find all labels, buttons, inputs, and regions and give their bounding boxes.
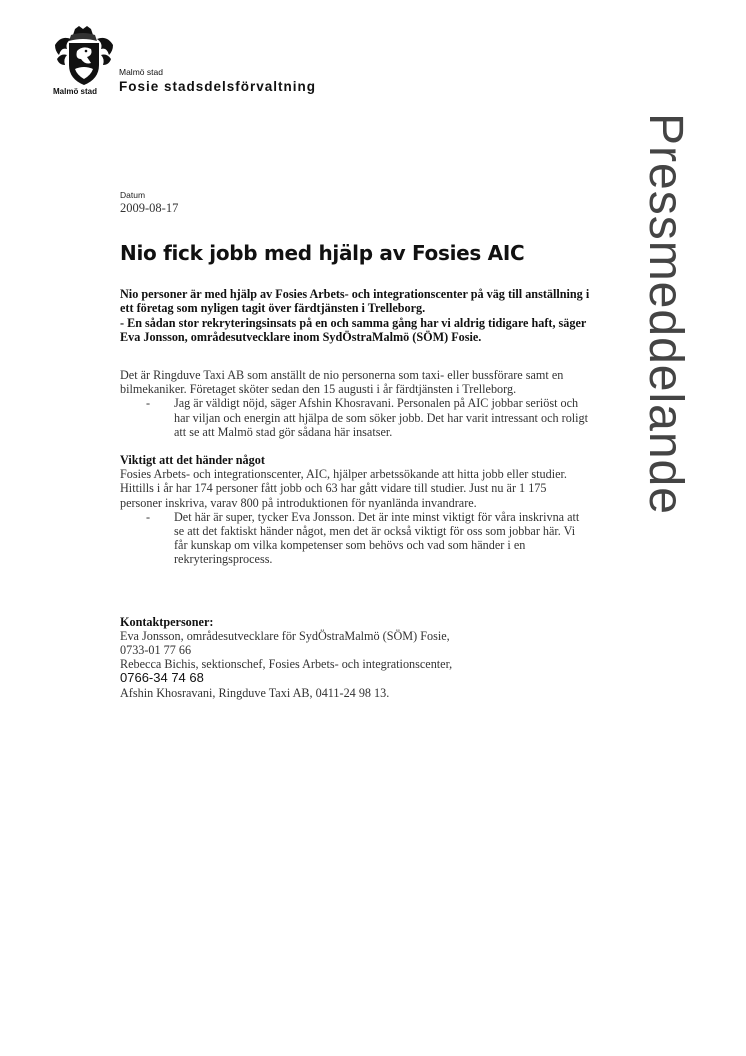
- coat-of-arms-icon: [53, 25, 115, 87]
- contact-phone: 0766-34 74 68: [120, 670, 204, 686]
- contacts-section: [120, 615, 590, 700]
- org-city: Malmö stad: [119, 67, 163, 77]
- org-name: Fosie stadsdelsförvaltning: [119, 79, 317, 94]
- malmo-stad-logo: [53, 25, 115, 100]
- lead-line: Nio personer är med hjälp av Fosies Arbets- och integrationscenter på väg till anställning i ett företag som nyligen tagit över färdtjänsten i Trelleborg.: [120, 287, 590, 316]
- contact-line: Afshin Khosravani, Ringduve Taxi AB, 0411-24 98 13.: [120, 685, 390, 700]
- quote-block: [120, 396, 590, 439]
- quote-block: [120, 510, 590, 567]
- logo-caption: Malmö stad: [53, 87, 98, 96]
- lead-paragraph: [120, 287, 590, 344]
- headline: Nio fick jobb med hjälp av Fosies AIC: [120, 241, 525, 266]
- body-paragraph: Fosies Arbets- och integrationscenter, AIC, hjälper arbetssökande att hitta jobb eller studier. Hittills i år har 174 personer fått jobb och 63 har gått vidare till studier. Just nu är 1 175 personer inskriva, varav 800 på introduktionen för nyanlända invandrare.: [120, 467, 567, 510]
- date-label: Datum: [120, 190, 146, 200]
- section-heading: Viktigt att det händer något: [120, 453, 265, 468]
- lead-line: - En sådan stor rekryteringsinsats på en och samma gång har vi aldrig tidigare haft, säger Eva Jonsson, områdesutvecklare inom SydÖstraMalmö (SÖM) Fosie.: [120, 315, 587, 344]
- organization-header: [119, 67, 316, 95]
- contact-line: Eva Jonsson, områdesutvecklare för SydÖstraMalmö (SÖM) Fosie,: [120, 628, 450, 643]
- contacts-heading: Kontaktpersoner:: [120, 614, 214, 629]
- quote-text: Det här är super, tycker Eva Jonsson. Det är inte minst viktigt för våra inskrivna att se att det faktiskt händer något, men det är också viktigt för oss som jobbar här. Vi får kunskap om vilka kompetenser som behövs och vad som händer i en rekryteringsprocess.: [174, 509, 580, 567]
- quote-text: Jag är väldigt nöjd, säger Afshin Khosravani. Personalen på AIC jobbar seriöst och har viljan och energin att hjälpa de som söker jobb. Det har varit intressant och roligt att se att Malmö stad gör sådana här insatser.: [174, 396, 589, 439]
- date-value: 2009-08-17: [120, 201, 179, 215]
- quote-dash: -: [146, 509, 151, 524]
- contact-phone: 0733-01 77 66: [120, 643, 192, 658]
- press-release-body: [120, 190, 590, 700]
- body-paragraph: Det är Ringduve Taxi AB som anställt de nio personerna som taxi- eller bussförare samt en bilmekaniker. Företaget sköter sedan den 15 augusti i år färdtjänsten i Trelleborg.: [120, 368, 564, 397]
- quote-dash: -: [146, 396, 151, 411]
- pressmeddelande-vertical-title: Pressmeddelande: [639, 113, 692, 515]
- contact-line: Rebecca Bichis, sektionschef, Fosies Arbets- och integrationscenter,: [120, 657, 453, 672]
